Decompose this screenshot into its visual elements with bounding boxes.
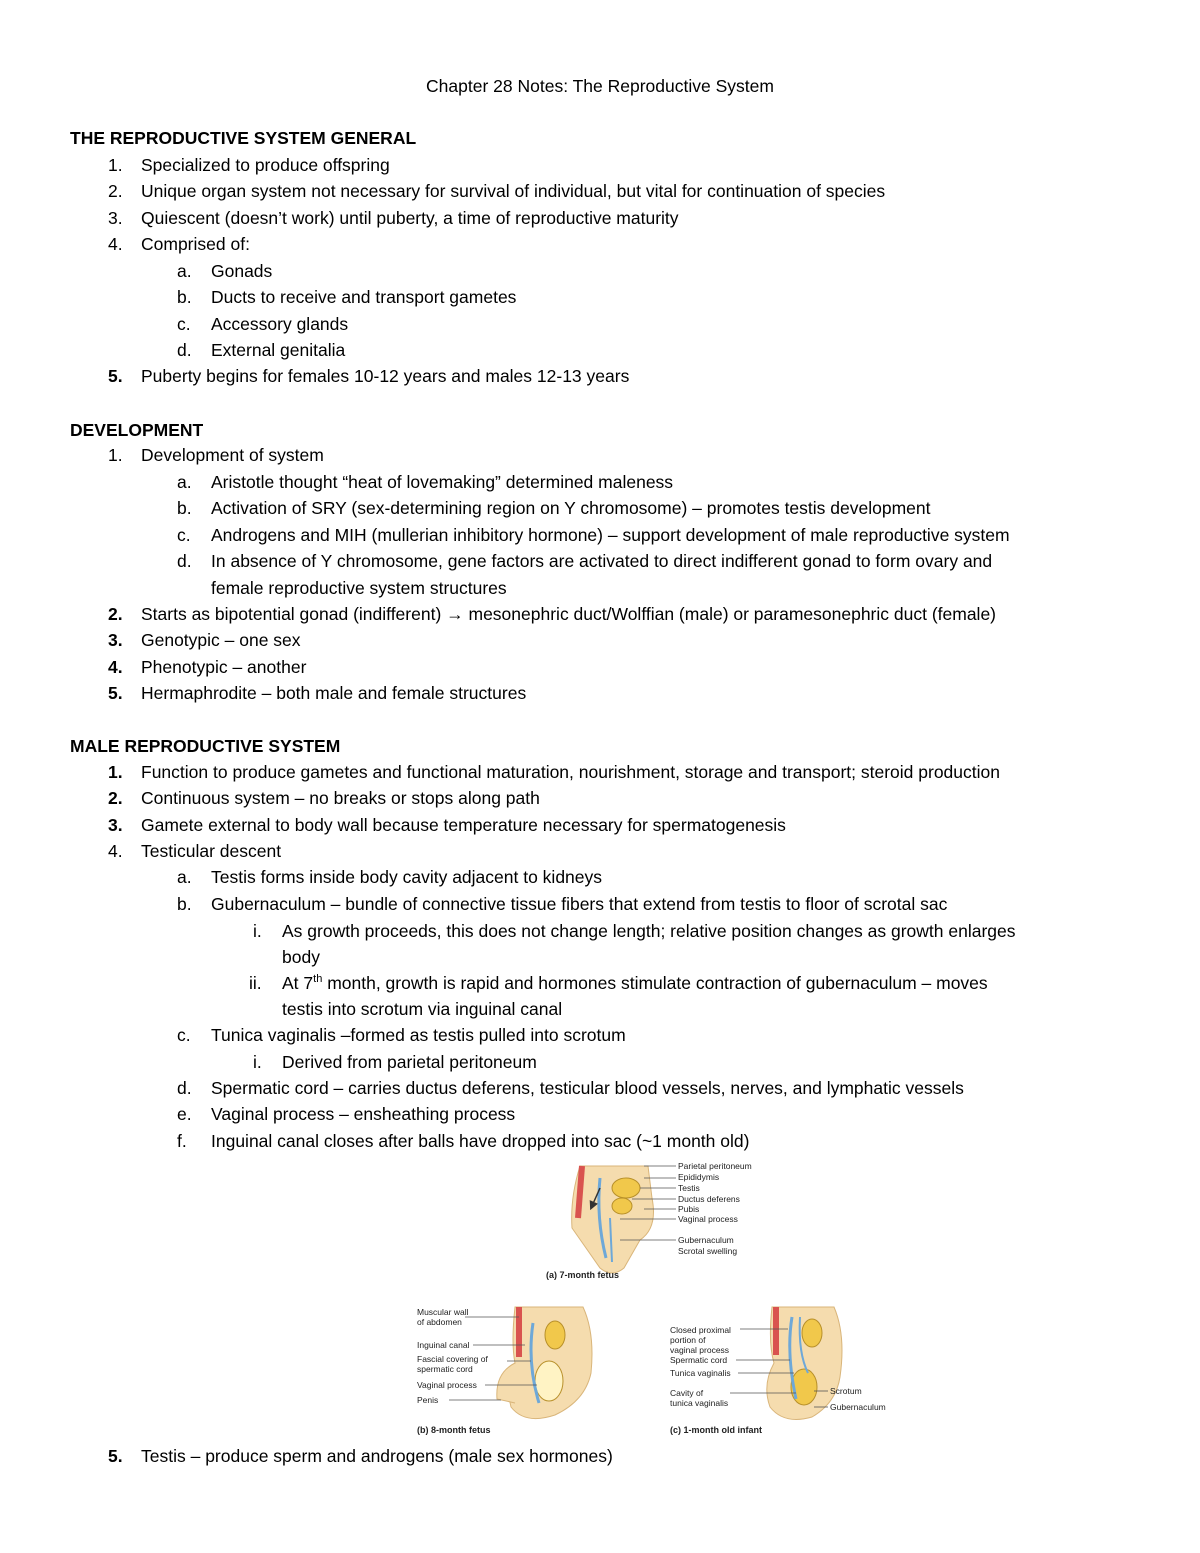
figure-a-label: Epididymis — [678, 1172, 720, 1182]
figure-a-epididymis — [612, 1198, 632, 1214]
figure-c-label: Spermatic cord — [670, 1355, 728, 1365]
sublist-item: Ducts to receive and transport gametes — [211, 287, 517, 307]
sublist-letter: a. — [177, 261, 192, 281]
figure-b-8-month-fetus — [415, 1303, 620, 1438]
sublist-item: Spermatic cord – carries ductus deferens, testicular blood vessels, nerves, and lymphatic vessels — [211, 1078, 964, 1098]
figure-b-testis — [535, 1361, 563, 1401]
list-number: 3. — [108, 208, 123, 228]
figure-a-label: Vaginal process — [678, 1214, 738, 1224]
list-number: 2. — [108, 604, 123, 624]
sublist-item: Activation of SRY (sex-determining region on Y chromosome) – promotes testis development — [211, 498, 931, 518]
sublist-item: Aristotle thought “heat of lovemaking” determined maleness — [211, 472, 674, 492]
list-item: Genotypic – one sex — [141, 630, 301, 650]
figure-a-label: Parietal peritoneum — [678, 1161, 752, 1171]
figure-b-label: Fascial covering of — [417, 1354, 488, 1364]
list-number: 2. — [108, 181, 123, 201]
sublist-letter: d. — [177, 551, 192, 571]
list-item: Testicular descent — [141, 841, 282, 861]
list-number: 2. — [108, 788, 123, 808]
subsublist-item-continuation: testis into scrotum via inguinal canal — [282, 999, 563, 1019]
figure-a-muscle — [578, 1166, 582, 1218]
figure-c-label: Scrotum — [830, 1386, 862, 1396]
sublist-item: Gonads — [211, 261, 273, 281]
figure-b-label: Vaginal process — [417, 1380, 477, 1390]
sublist-item: Tunica vaginalis –formed as testis pulled into scrotum — [211, 1025, 626, 1045]
sublist-item: Inguinal canal closes after balls have dropped into sac (~1 month old) — [211, 1131, 750, 1151]
subsublist-item: As growth proceeds, this does not change length; relative position changes as growth enlarges — [282, 921, 1016, 941]
list-item: Starts as bipotential gonad (indifferent) → mesonephric duct/Wolffian (male) or paramesonephric duct (female) — [141, 604, 997, 624]
figure-c-caption: (c) 1-month old infant — [670, 1425, 762, 1435]
list-item: Quiescent (doesn’t work) until puberty, a time of reproductive maturity — [141, 208, 679, 228]
sublist-item: External genitalia — [211, 340, 346, 360]
figure-b-label: Muscular wall — [417, 1307, 469, 1317]
list-item: Function to produce gametes and functional maturation, nourishment, storage and transport; steroid production — [141, 762, 1000, 782]
section-heading-general: THE REPRODUCTIVE SYSTEM GENERAL — [70, 128, 417, 148]
list-item: Specialized to produce offspring — [141, 155, 390, 175]
list-number: 5. — [108, 366, 123, 386]
figure-c-label: Tunica vaginalis — [670, 1368, 731, 1378]
figure-a-label: Gubernaculum — [678, 1235, 734, 1245]
list-item: Puberty begins for females 10-12 years and males 12-13 years — [141, 366, 630, 386]
list-item: Development of system — [141, 445, 324, 465]
list-item: Comprised of: — [141, 234, 250, 254]
sublist-letter: f. — [177, 1131, 187, 1151]
figure-b-label: of abdomen — [417, 1317, 462, 1327]
figure-c-1-month-infant — [668, 1303, 893, 1438]
figure-a-label: Pubis — [678, 1204, 700, 1214]
figure-b-caption: (b) 8-month fetus — [417, 1425, 491, 1435]
list-item: Testis – produce sperm and androgens (male sex hormones) — [141, 1446, 613, 1466]
sublist-item: Accessory glands — [211, 314, 349, 334]
figure-b-label: Inguinal canal — [417, 1340, 470, 1350]
sublist-item: Vaginal process – ensheathing process — [211, 1104, 516, 1124]
sublist-letter: d. — [177, 340, 192, 360]
figure-c-label: vaginal process — [670, 1345, 730, 1355]
sublist-letter: a. — [177, 867, 192, 887]
list-number: 4. — [108, 657, 123, 677]
list-item: Gamete external to body wall because temperature necessary for spermatogenesis — [141, 815, 786, 835]
list-number: 5. — [108, 1446, 123, 1466]
section-heading-male: MALE REPRODUCTIVE SYSTEM — [70, 736, 341, 756]
sublist-letter: c. — [177, 314, 191, 334]
sublist-letter: b. — [177, 894, 192, 914]
list-number: 4. — [108, 841, 123, 861]
list-number: 3. — [108, 815, 123, 835]
figure-b-structure — [545, 1321, 565, 1349]
list-number: 3. — [108, 630, 123, 650]
section-heading-development: DEVELOPMENT — [70, 420, 204, 440]
subsublist-roman: ii. — [249, 973, 262, 993]
figure-c-label: Closed proximal — [670, 1325, 731, 1335]
sublist-letter: d. — [177, 1078, 192, 1098]
sublist-letter: c. — [177, 525, 191, 545]
sublist-item: Testis forms inside body cavity adjacent to kidneys — [211, 867, 603, 887]
list-number: 1. — [108, 762, 123, 782]
list-number: 1. — [108, 445, 123, 465]
sublist-letter: e. — [177, 1104, 192, 1124]
list-number: 5. — [108, 683, 123, 703]
subsublist-item: At 7th month, growth is rapid and hormones stimulate contraction of gubernaculum – moves — [282, 973, 988, 993]
figure-c-structure — [802, 1319, 822, 1347]
list-item: Unique organ system not necessary for survival of individual, but vital for continuation of species — [141, 181, 886, 201]
sublist-letter: b. — [177, 498, 192, 518]
figure-a-label: Testis — [678, 1183, 700, 1193]
sublist-item: Androgens and MIH (mullerian inhibitory hormone) – support development of male reproductive system — [211, 525, 1010, 545]
list-item: Hermaphrodite – both male and female structures — [141, 683, 527, 703]
figure-a-testis — [612, 1178, 640, 1198]
figure-c-label: Cavity of — [670, 1388, 704, 1398]
figure-c-label: Gubernaculum — [830, 1402, 886, 1412]
list-item: Phenotypic – another — [141, 657, 307, 677]
subsublist-item: Derived from parietal peritoneum — [282, 1052, 537, 1072]
sublist-letter: a. — [177, 472, 192, 492]
figure-c-label: tunica vaginalis — [670, 1398, 729, 1408]
list-number: 1. — [108, 155, 123, 175]
list-item: Continuous system – no breaks or stops along path — [141, 788, 540, 808]
figure-b-label: Penis — [417, 1395, 439, 1405]
figure-a-label: Ductus deferens — [678, 1194, 740, 1204]
subsublist-item-continuation: body — [282, 947, 320, 967]
subsublist-roman: i. — [253, 921, 262, 941]
subsublist-roman: i. — [253, 1052, 262, 1072]
list-number: 4. — [108, 234, 123, 254]
figure-b-label: spermatic cord — [417, 1364, 473, 1374]
sublist-letter: b. — [177, 287, 192, 307]
figure-a-label: Scrotal swelling — [678, 1246, 738, 1256]
page-title: Chapter 28 Notes: The Reproductive System — [426, 76, 774, 96]
sublist-letter: c. — [177, 1025, 191, 1045]
figure-a-caption: (a) 7-month fetus — [546, 1270, 619, 1280]
sublist-item: Gubernaculum – bundle of connective tissue fibers that extend from testis to floor of scrotal sac — [211, 894, 948, 914]
figure-a-7-month-fetus — [540, 1158, 800, 1284]
sublist-item-continuation: female reproductive system structures — [211, 578, 507, 598]
sublist-item: In absence of Y chromosome, gene factors are activated to direct indifferent gonad to form ovary and — [211, 551, 993, 571]
figure-c-label: portion of — [670, 1335, 706, 1345]
